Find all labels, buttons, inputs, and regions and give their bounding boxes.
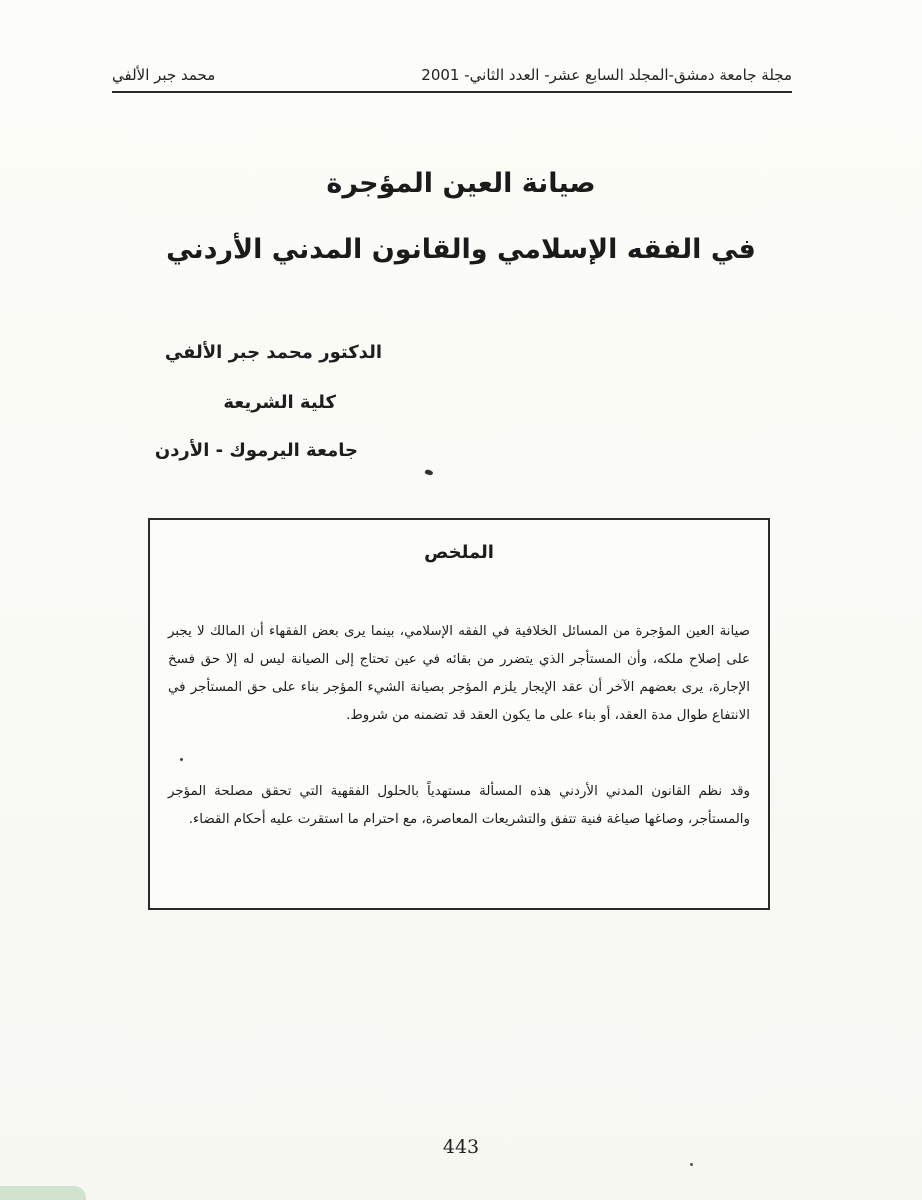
author-name: الدكتور محمد جبر الألفي xyxy=(164,342,382,363)
scan-dot xyxy=(690,1163,693,1166)
corner-tab xyxy=(0,1186,86,1200)
abstract-paragraph-1: صيانة العين المؤجرة من المسائل الخلافية في الفقه الإسلامي، بينما يرى بعض الفقهاء أن المالك لا يجبر على إصلاح ملكه، وأن المستأجر الذي يتضرر من بقائه في عين تحتاج إلى الصيانة ليس له إلا حق فسخ الإجارة، يرى بعضهم الآخر أن عقد الإيجار يلزم المؤجر بصيانة الشيء المؤجر بناء على حق المستأجر في الانتفاع طوال مدة العقد، أو بناء على ما يكون العقد قد تضمنه من شروط. xyxy=(168,624,750,723)
running-author-name: محمد جبر الألفي xyxy=(112,66,216,84)
author-university: جامعة اليرموك - الأردن xyxy=(154,440,358,461)
abstract-paragraph-2: وقد نظم القانون المدني الأردني هذه المسألة مستهدياً بالحلول الفقهية التي تحقق مصلحة المؤجر والمستأجر، وصاغها صياغة فنية تتفق والتشريعات المعاصرة، مع احترام ما استقرت عليه أحكام القضاء. xyxy=(168,784,750,827)
page-number: 443 xyxy=(442,1136,480,1158)
scan-speck xyxy=(424,469,433,477)
running-header xyxy=(112,62,792,92)
header-rule xyxy=(112,91,792,93)
abstract-heading: الملخص xyxy=(424,542,494,563)
journal-citation: مجلة جامعة دمشق-المجلد السابع عشر- العدد الثاني- 2001 xyxy=(421,66,792,84)
author-faculty: كلية الشريعة xyxy=(223,392,336,413)
article-title: صيانة العين المؤجرة xyxy=(326,168,596,199)
abstract-box xyxy=(148,518,770,910)
article-subtitle: في الفقه الإسلامي والقانون المدني الأردني xyxy=(166,234,756,265)
scan-dot xyxy=(180,758,183,761)
